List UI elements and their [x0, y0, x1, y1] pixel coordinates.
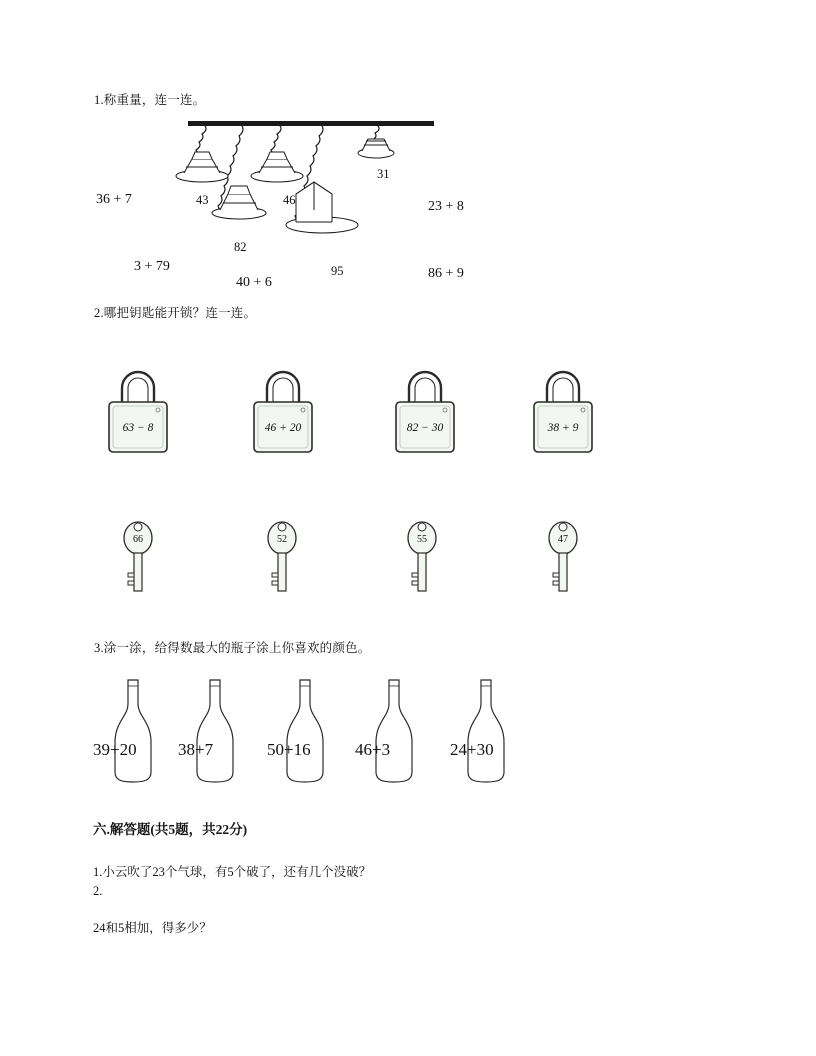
- bottle-icon: [364, 676, 424, 786]
- section-6-item-2: 2.: [93, 884, 103, 898]
- scale-weight-31: 31: [377, 167, 390, 181]
- lock-4-expression: 38 + 9: [547, 422, 579, 434]
- bottle-5-expression: 24+30: [450, 740, 494, 759]
- key-icon: [118, 518, 158, 594]
- bottle-3: [275, 676, 335, 786]
- key-icon: [543, 518, 583, 594]
- lock-icon: [387, 366, 463, 462]
- key-3: [402, 518, 442, 594]
- section-6-item-3: 24和5相加，得多少？: [93, 921, 212, 935]
- lock-3-expression: 82 − 30: [406, 422, 444, 434]
- scale-weight-46: 46: [283, 193, 296, 207]
- bottle-2-expression: 38+7: [178, 740, 214, 759]
- key-1: [118, 518, 158, 594]
- question-2-prompt: 2.哪把钥匙能开锁？连一连。: [94, 306, 257, 320]
- key-2-number: 52: [277, 534, 287, 545]
- q1-expression-36plus7: 36 + 7: [96, 192, 132, 207]
- key-4: [543, 518, 583, 594]
- key-icon: [402, 518, 442, 594]
- lock-icon: [525, 366, 601, 462]
- lock-4: [525, 366, 601, 462]
- lock-1-expression: 63 − 8: [122, 422, 154, 434]
- lock-icon: [100, 366, 176, 462]
- lock-icon: [245, 366, 321, 462]
- bottle-4: [364, 676, 424, 786]
- scale-weight-82: 82: [234, 240, 247, 254]
- section-6-heading: 六.解答题(共5题，共22分): [93, 822, 248, 837]
- lock-1: [100, 366, 176, 462]
- key-icon: [262, 518, 302, 594]
- key-1-number: 66: [133, 534, 143, 545]
- bottle-icon: [103, 676, 163, 786]
- lock-3: [387, 366, 463, 462]
- bottle-3-expression: 50+16: [267, 740, 311, 759]
- bottle-5: [456, 676, 516, 786]
- q1-expression-86plus9: 86 + 9: [428, 266, 464, 281]
- bottle-icon: [456, 676, 516, 786]
- scale-weight-95: 95: [331, 264, 344, 278]
- question-3-prompt: 3.涂一涂，给得数最大的瓶子涂上你喜欢的颜色。: [94, 641, 371, 655]
- key-3-number: 55: [417, 534, 427, 545]
- lock-2-expression: 46 + 20: [264, 422, 302, 434]
- q1-expression-23plus8: 23 + 8: [428, 199, 464, 214]
- section-6-item-1: 1.小云吹了23个气球，有5个破了，还有几个没破？: [93, 865, 372, 879]
- key-4-number: 47: [558, 534, 568, 545]
- lock-2: [245, 366, 321, 462]
- bottle-2: [185, 676, 245, 786]
- bottle-1-expression: 39+20: [93, 740, 137, 759]
- bottle-1: [103, 676, 163, 786]
- scale-weight-43: 43: [196, 193, 209, 207]
- bottle-4-expression: 46+3: [355, 740, 391, 759]
- q1-expression-40plus6: 40 + 6: [236, 275, 272, 290]
- bottle-icon: [185, 676, 245, 786]
- bottle-icon: [275, 676, 335, 786]
- question-1-prompt: 1.称重量，连一连。: [94, 93, 206, 107]
- key-2: [262, 518, 302, 594]
- q1-expression-3plus79: 3 + 79: [134, 259, 170, 274]
